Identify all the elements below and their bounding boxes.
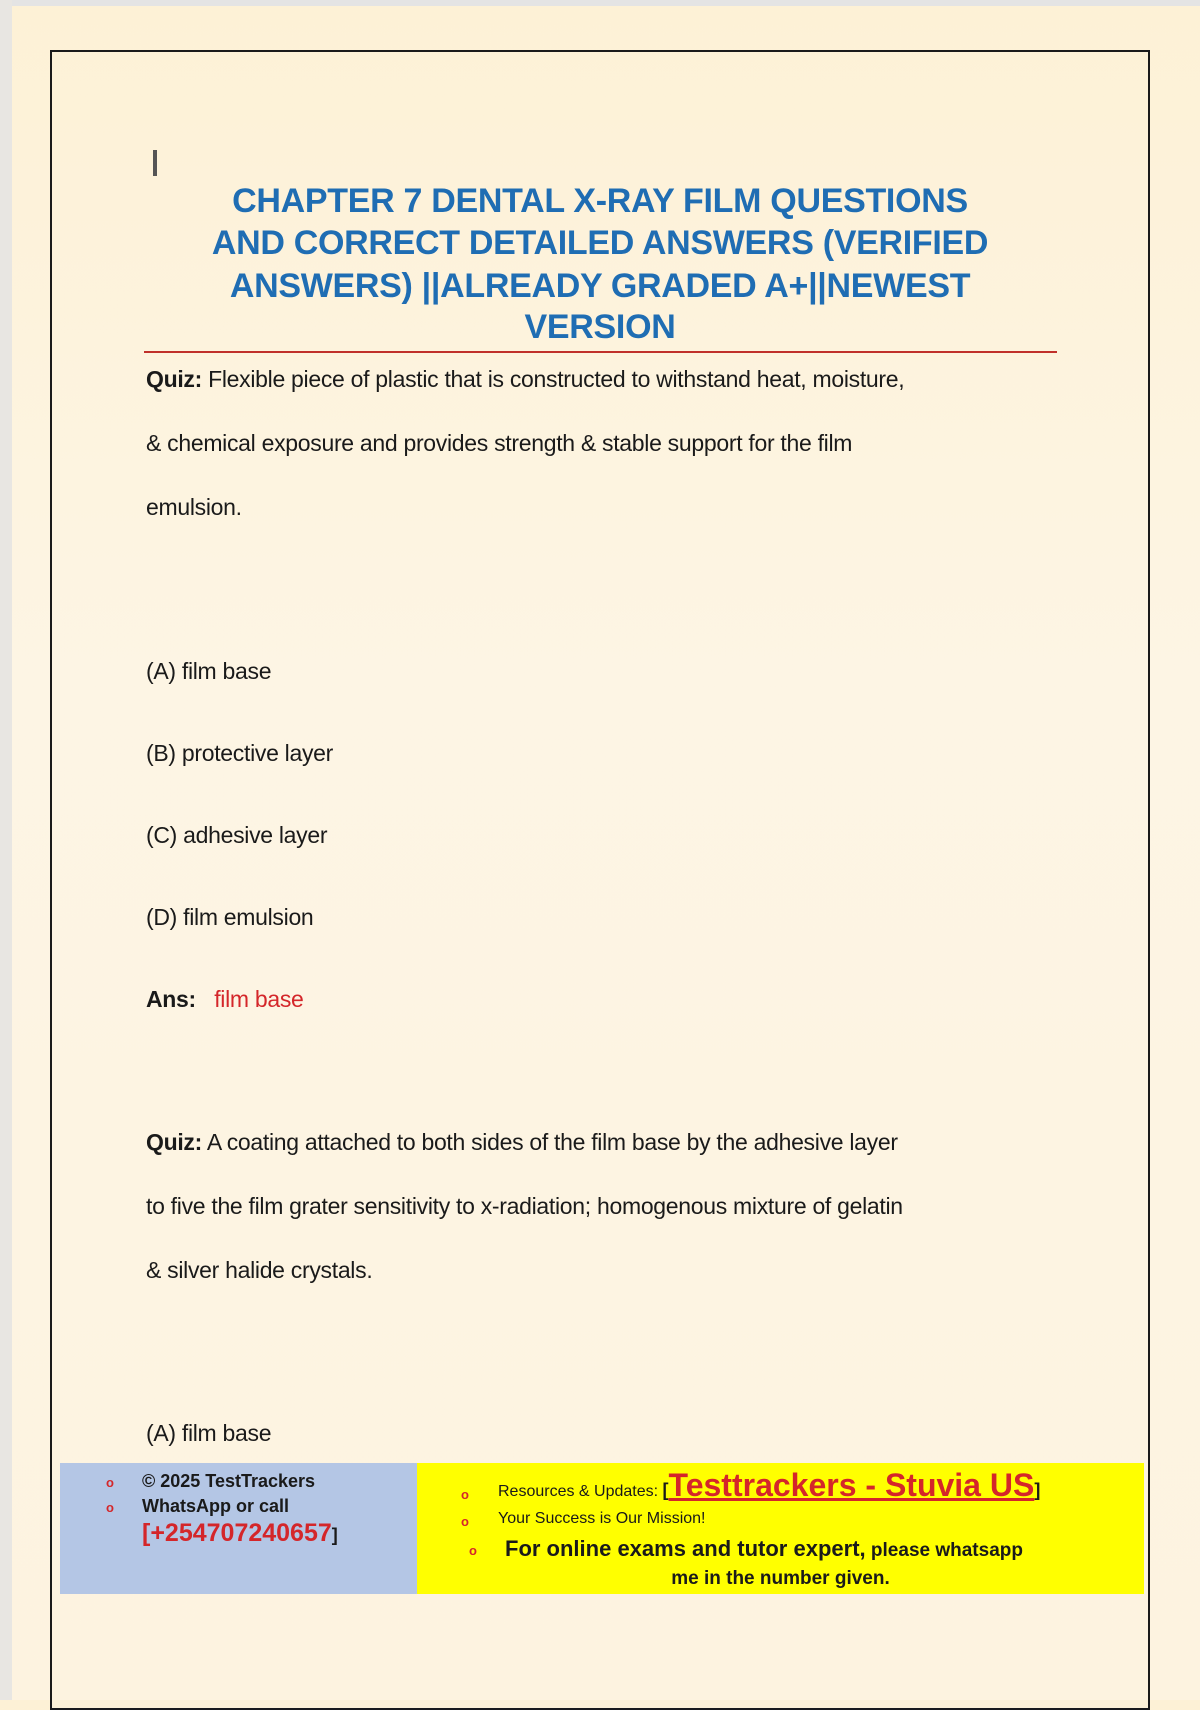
option-a: (A) film base xyxy=(146,658,272,684)
resources-line: Resources & Updates: [Testtrackers - Stuvia US] xyxy=(498,1467,1041,1503)
answer-line xyxy=(146,986,304,1013)
phone-number[interactable]: [+254707240657] xyxy=(142,1519,338,1547)
promo-line-2: me in the number given. xyxy=(671,1568,890,1589)
promo-tail: please whatsapp xyxy=(865,1540,1023,1561)
promo-main: For online exams and tutor expert, xyxy=(505,1536,866,1561)
bullet-icon: o xyxy=(469,1543,477,1558)
whatsapp-label: WhatsApp or call xyxy=(142,1496,290,1516)
question-2-line: to five the film grater sensitivity to x-radiation; homogenous mixture of gelatin xyxy=(146,1193,903,1219)
quiz-label: Quiz: xyxy=(146,1129,202,1155)
quiz-label: Quiz: xyxy=(146,366,202,392)
question-text: A coating attached to both sides of the film base by the adhesive layer xyxy=(206,1129,898,1155)
answer-value: film base xyxy=(214,986,304,1012)
window-top-edge xyxy=(0,0,1200,6)
text-cursor xyxy=(153,150,157,176)
copyright-text: © 2025 TestTrackers xyxy=(142,1471,316,1491)
question-1-line xyxy=(146,366,904,393)
footer-promo-panel xyxy=(417,1463,1144,1594)
title-divider xyxy=(144,351,1057,353)
question-1-line: emulsion. xyxy=(146,494,242,520)
bullet-icon: o xyxy=(461,1514,469,1529)
footer-contact-panel xyxy=(60,1463,417,1594)
option-c: (C) adhesive layer xyxy=(146,822,328,848)
bullet-icon: o xyxy=(106,1475,114,1490)
title-line: CHAPTER 7 DENTAL X-RAY FILM QUESTIONS xyxy=(232,182,968,220)
bullet-icon: o xyxy=(106,1500,114,1515)
option-a: (A) film base xyxy=(146,1420,272,1446)
question-text: Flexible piece of plastic that is constructed to withstand heat, moisture, xyxy=(208,366,905,392)
mission-text: Your Success is Our Mission! xyxy=(498,1510,706,1527)
phone-link[interactable]: +254707240657 xyxy=(150,1519,332,1547)
promo-text xyxy=(505,1536,1023,1562)
title-line: VERSION xyxy=(524,308,676,346)
title-line: ANSWERS) ||ALREADY GRADED A+||NEWEST xyxy=(229,267,971,305)
option-d: (D) film emulsion xyxy=(146,904,314,930)
option-b: (B) protective layer xyxy=(146,740,334,766)
stuvia-link[interactable]: Testtrackers - Stuvia US xyxy=(668,1467,1035,1503)
answer-label: Ans: xyxy=(146,986,196,1012)
question-2-line xyxy=(146,1129,898,1156)
resources-label: Resources & Updates: xyxy=(498,1483,663,1500)
question-2-line: & silver halide crystals. xyxy=(146,1257,373,1283)
title-line: AND CORRECT DETAILED ANSWERS (VERIFIED xyxy=(211,224,989,262)
footer-banner xyxy=(60,1463,1144,1594)
question-1-line: & chemical exposure and provides strength & stable support for the film xyxy=(146,430,853,456)
window-left-edge xyxy=(0,0,12,1700)
bullet-icon: o xyxy=(461,1487,469,1502)
